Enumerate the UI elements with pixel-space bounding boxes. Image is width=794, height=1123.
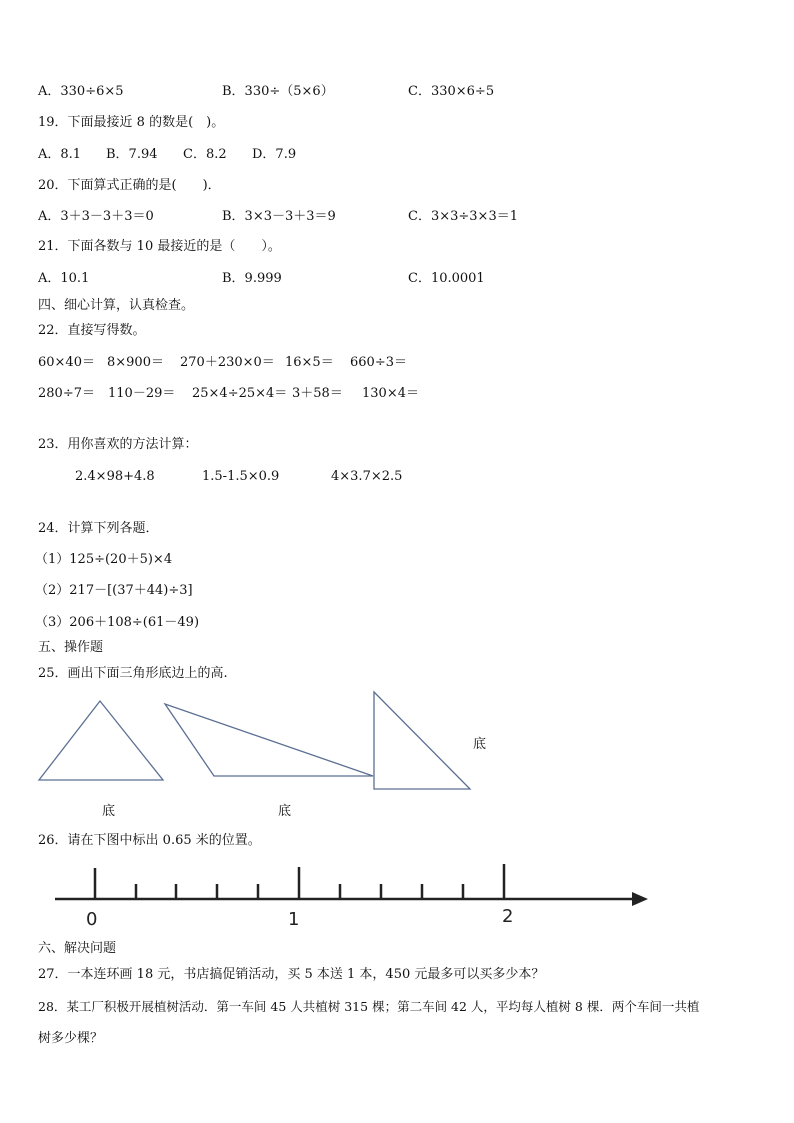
q23-item: 2.4×98+4.8 <box>75 469 155 484</box>
q20-option-b: B．3×3－3＋3＝9 <box>222 209 336 224</box>
q18-option-b: B．330÷（5×6） <box>222 84 334 99</box>
q21-option-c: C．10.0001 <box>408 271 485 286</box>
q22-row2-item: 130×4＝ <box>362 386 419 401</box>
section-6-heading: 六、解决问题 <box>38 941 117 956</box>
q22-row2-item: 280÷7＝ <box>38 386 95 401</box>
q24-item: （1）125÷(20＋5)×4 <box>35 552 173 567</box>
q22-row1-item: 8×900＝ <box>107 355 164 370</box>
q19-stem: 19．下面最接近 8 的数是( )。 <box>38 115 225 130</box>
q21-option-b: B．9.999 <box>222 271 282 286</box>
triangle-3 <box>374 692 470 789</box>
q22-row1-item: 660÷3＝ <box>350 355 407 370</box>
q22-row2-item: 25×4÷25×4＝ <box>192 386 288 401</box>
q22-row2-item: 110－29＝ <box>108 386 176 401</box>
q23-item: 4×3.7×2.5 <box>331 469 403 484</box>
q20-option-c: C．3×3÷3×3＝1 <box>408 209 518 224</box>
q22-row1-item: 60×40＝ <box>38 355 95 370</box>
section-5-heading: 五、操作题 <box>38 640 104 655</box>
number-line-label: 1 <box>288 909 300 930</box>
q22-stem: 22．直接写得数。 <box>38 323 146 338</box>
base-label: 底 <box>278 804 292 819</box>
number-line-label: 2 <box>502 906 514 927</box>
q19-option-a: A．8.1 <box>38 147 82 162</box>
triangle-1 <box>39 701 163 780</box>
number-line <box>55 864 648 906</box>
q21-option-a: A．10.1 <box>38 271 90 286</box>
q19-option-d: D．7.9 <box>252 147 297 162</box>
base-label: 底 <box>473 737 487 752</box>
q18-option-c: C．330×6÷5 <box>408 84 495 99</box>
triangle-2 <box>165 704 373 776</box>
q22-row1-item: 16×5＝ <box>285 355 334 370</box>
q18-option-a: A．330÷6×5 <box>38 84 124 99</box>
q27-stem: 27．一本连环画 18 元，书店搞促销活动，买 5 本送 1 本，450 元最多可以买多少本？ <box>38 967 545 982</box>
q20-stem: 20．下面算式正确的是( )． <box>38 178 221 193</box>
arrow-head-icon <box>632 892 648 906</box>
q20-option-a: A．3＋3－3＋3＝0 <box>38 209 154 224</box>
q23-item: 1.5-1.5×0.9 <box>202 469 280 484</box>
q19-option-b: B．7.94 <box>106 147 158 162</box>
q24-item: （3）206＋108÷(61－49) <box>35 615 200 630</box>
q24-item: （2）217－[(37＋44)÷3] <box>35 583 193 598</box>
q23-stem: 23．用你喜欢的方法计算： <box>38 437 198 452</box>
q22-row1-item: 270＋230×0＝ <box>180 355 275 370</box>
base-label: 底 <box>102 804 116 819</box>
q28-stem-line1: 28．某工厂积极开展植树活动．第一车间 45 人共植树 315 棵；第二车间 42 人，平均每人植树 8 棵．两个车间一共植 <box>38 999 700 1014</box>
section-4-heading: 四、细心计算，认真检查。 <box>38 298 195 313</box>
q28-stem-line2: 树多少棵？ <box>38 1031 104 1046</box>
q24-stem: 24．计算下列各题． <box>38 521 159 536</box>
q21-stem: 21．下面各数与 10 最接近的是（ ）。 <box>38 239 281 254</box>
q26-stem: 26．请在下图中标出 0.65 米的位置。 <box>38 833 261 848</box>
q22-row2-item: 3＋58＝ <box>292 386 343 401</box>
q25-stem: 25．画出下面三角形底边上的高. <box>38 666 228 681</box>
q19-option-c: C．8.2 <box>183 147 227 162</box>
number-line-label: 0 <box>86 909 98 930</box>
